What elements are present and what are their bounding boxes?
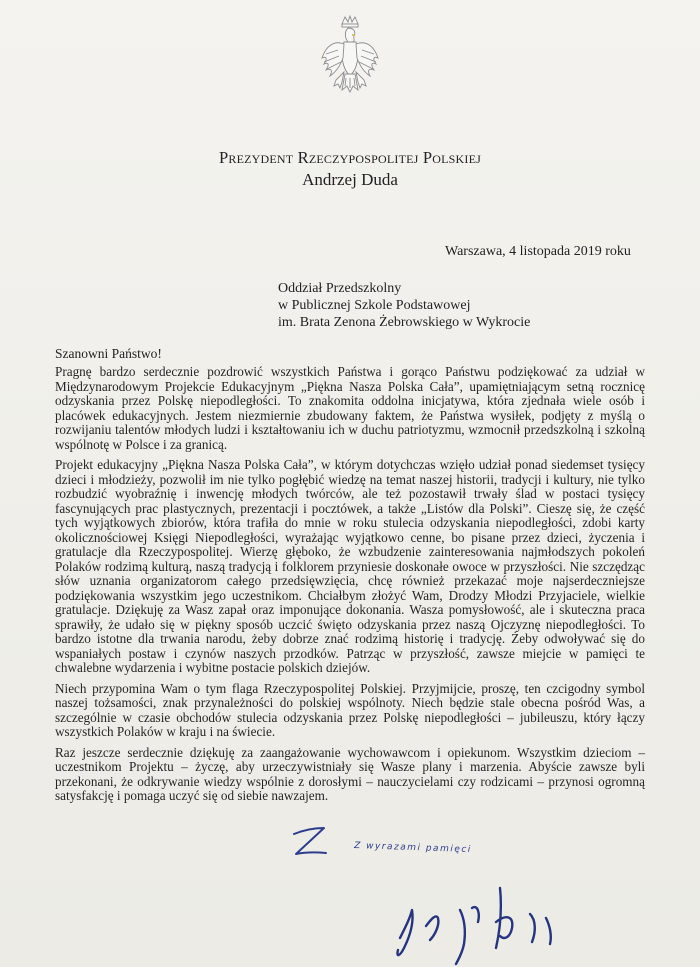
letterhead-title: Prezydent Rzeczypospolitej Polskiej <box>219 148 481 167</box>
letterhead-name: Andrzej Duda <box>302 170 398 189</box>
paragraph-2: Projekt edukacyjny „Piękna Nasza Polska Cała”, w którym dotychczas wzięło udział ponad siedemset tysięcy dzieci i młodzieży, pozwolił im nie tylko pogłębić wiedzę na temat naszej historii, tradycji i kultury, nie tylko rozbudzić wyobraźnię i inwencję młodych twórców, ale też pozostawił trwały ślad w postaci tysięcy fascynujących prac plastycznych, prezentacji i pocztówek, a także „Listów dla Polski”. Cieszę się, że część tych wyjątkowych zbiorów, która trafiła do mnie w roku stulecia odzyskania niepodległości, zdobi karty okolicznościowej Księgi Niepodległości, wyrażając wyjątkowo cenne, bo pisane przez dzieci, życzenia i gratulacje dla Rzeczypospolitej. Wierzę głęboko, że wzbudzenie zainteresowania najmłodszych pokoleń Polaków rodzimą kulturą, naszą tradycją i folklorem przyniesie doskonałe owoce w przyszłości. Nie szczędząc słów uznania organizatorom całego przedsięwzięcia, chcę również przekazać moje najserdeczniejsze podziękowania wszystkim jego uczestnikom. Chciałbym złożyć Wam, Drodzy Młodzi Przyjaciele, wielkie gratulacje. Dziękuję za Wasz zapał oraz imponujące dokonania. Wasza pomysłowość, ale i skuteczna praca sprawiły, że udało się w piękny sposób uczcić święto odzyskania przez naszą Ojczyznę niepodległości. To bardzo istotne dla trwania narodu, żeby dobrze znać rodzimą historię i tradycję. Żeby odwoływać się do wspaniałych postaw i czynów naszych przodków. Patrząc w przyszłość, zawsze miejcie w pamięci te chwalebne wydarzenia i wybitne postacie polskich dziejów. <box>55 457 645 675</box>
handwritten-closing-text: Z wyrazami pamięci <box>353 840 472 856</box>
recipient-line-2: w Publicznej Szkole Podstawowej <box>278 298 471 313</box>
recipient-address <box>278 280 530 331</box>
recipient-line-1: Oddział Przedszkolny <box>278 281 402 296</box>
paragraph-1: Pragnę bardzo serdecznie pozdrowić wszystkich Państwa i gorąco Państwu podziękować za udział w Międzynarodowym Projekcie Edukacyjnym „Piękna Nasza Polska Cała”, upamiętniającym setną rocznicę odzyskania przez Polskę niepodległości. To znakomita oddolna inicjatywa, która zjednała wiele osób i placówek edukacyjnych. Jestem niezmiernie zbudowany faktem, że Państwa wysiłek, podjęty z myślą o rozwijaniu talentów młodych ludzi i kształtowaniu ich w duchu patriotyzmu, wzmocnił przedszkolną i szkolną wspólnotę w Polsce i za granicą. <box>55 364 645 452</box>
salutation: Szanowni Państwo! <box>55 346 162 361</box>
letter-date: Warszawa, 4 listopada 2019 roku <box>445 244 631 259</box>
recipient-line-3: im. Brata Zenona Żebrowskiego w Wykrocie <box>278 315 531 330</box>
paragraph-3: Niech przypomina Wam o tym flaga Rzeczypospolitej Polskiej. Przyjmijcie, proszę, ten czcigodny symbol naszej tożsamości, znak przynależności do polskiej wspólnoty. Niech będzie stale obecna pośród Was, a szczególnie w czasie obchodów stulecia odzyskania przez Polskę niepodległości – jubileuszu, który łączy wszystkich Polaków w kraju i na świecie. <box>55 680 645 739</box>
signature-icon <box>360 818 690 967</box>
white-eagle-emblem-icon <box>318 14 382 122</box>
paragraph-4: Raz jeszcze serdecznie dziękuję za zaangażowanie wychowawcom i opiekunom. Wszystkim dzieciom – uczestnikom Projektu – życzę, aby urzeczywistniały się Wasze plany i marzenia. Abyście zawsze byli przekonani, że odkrywanie wiedzy wspólnie z dorosłymi – nauczycielami czy rodzicami – przynosi ogromną satysfakcję i pomaga uczyć się od siebie nawzajem. <box>55 744 645 803</box>
letter-body <box>55 365 645 810</box>
